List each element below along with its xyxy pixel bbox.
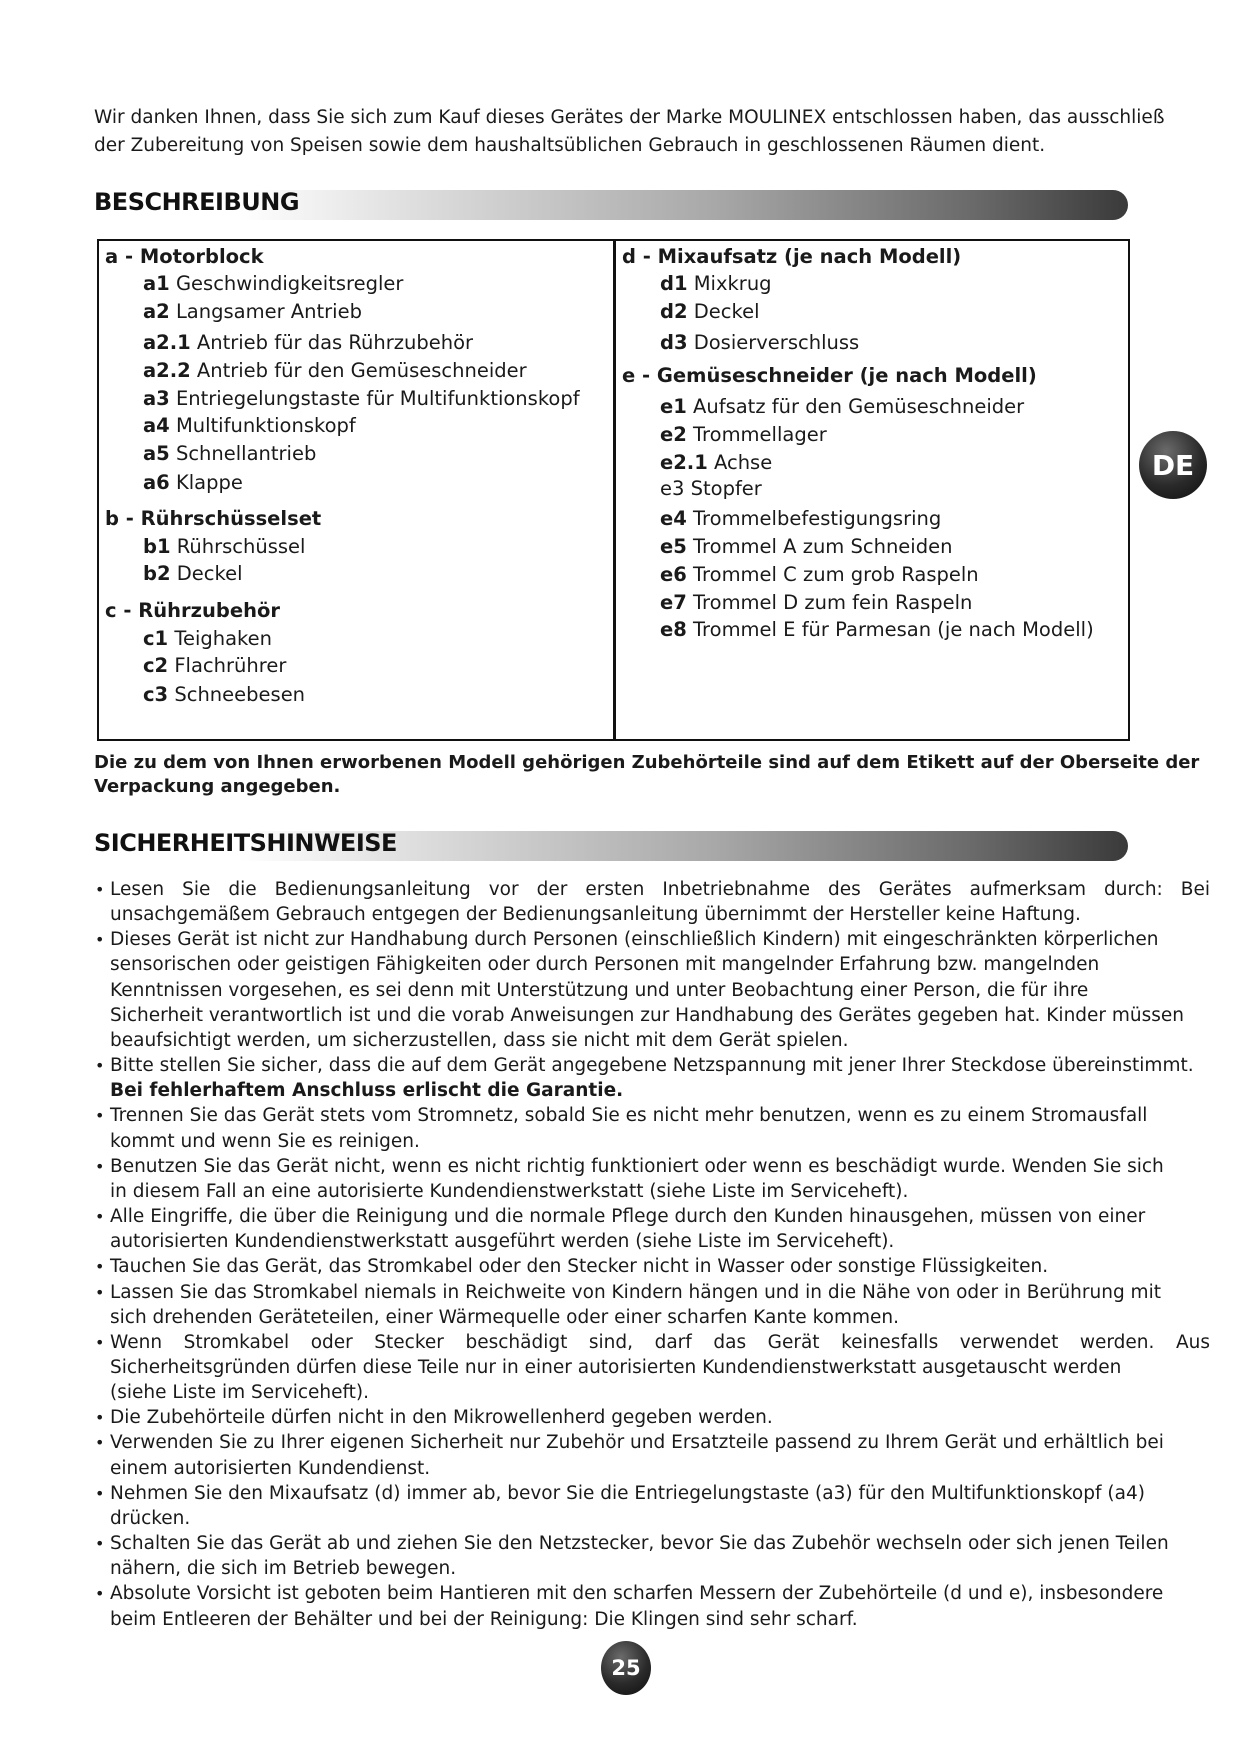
part-item [622,245,961,269]
part-item [660,507,941,531]
part-code: a5 [143,442,170,465]
safety-item [94,927,1213,1053]
part-code: a3 [143,387,170,410]
safety-line: sensorischen oder geistigen Fähigkeiten oder durch Personen mit mangelnder Erfahrung bzw. mangelnden [110,954,1100,976]
safety-line: kommt und wenn Sie es reinigen. [110,1130,420,1152]
bullet-icon: • [95,1483,105,1503]
part-item [660,451,772,475]
part-item [143,627,272,651]
bullet-icon: • [95,1408,105,1428]
part-code: d1 [660,272,688,295]
part-code: c3 [143,683,169,706]
safety-line: Nehmen Sie den Mixaufsatz (d) immer ab, bevor Sie die Entriegelungstaste (a3) für den Multifunktionskopf (a4) [110,1482,1145,1504]
bullet-icon: • [95,880,105,899]
part-label: Deckel [693,300,760,323]
note-line: Die zu dem von Ihnen erworbenen Modell gehörigen Zubehörteile sind auf dem Etikett auf der Oberseite der [94,752,1200,773]
part-item [143,535,305,559]
safety-line: Schalten Sie das Gerät ab und ziehen Sie den Netzstecker, bevor Sie das Zubehör wechseln oder sich jenen Teilen [110,1533,1169,1555]
part-code: d - [622,245,651,268]
safety-line: in diesem Fall an eine autorisierte Kundendienstwerkstatt (siehe Liste im Serviceheft). [110,1180,909,1202]
part-code: a2.2 [143,359,191,382]
part-label: Deckel [176,562,243,585]
part-label: Trommel D zum fein Raspeln [693,591,973,614]
part-code: c - [105,599,132,622]
safety-line: Bei fehlerhaftem Anschluss erlischt die Garantie. [110,1080,624,1102]
safety-line: Kenntnissen vorgesehen, es sei denn mit Unterstützung und unter Beobachtung einer Person, die für ihre [110,979,1089,1001]
table-divider [613,241,616,739]
part-label: Rührschüsselset [140,507,322,530]
part-item [105,507,321,531]
part-item [143,331,473,355]
safety-line: sich drehenden Geräteteilen, einer Wärmequelle oder einer scharfen Kante kommen. [110,1306,899,1328]
part-label: Schneebesen [174,683,306,706]
note-line: Verpackung angegeben. [94,776,341,797]
part-code: a1 [143,272,170,295]
part-code: e3 [660,477,685,500]
part-label: Rührschüssel [176,535,306,558]
part-item [660,563,979,587]
part-item [660,300,759,324]
bullet-icon: • [95,1584,105,1604]
safety-item [94,877,1213,927]
safety-item [94,1053,1213,1103]
part-code: e2 [660,423,687,446]
part-code: e4 [660,507,687,530]
part-item [143,442,316,466]
safety-line: autorisierten Kundendienstwerkstatt ausgeführt werden (siehe Liste im Serviceheft). [110,1231,895,1253]
safety-line: Sicherheit verantwortlich ist und die vorab Anweisungen zur Handhabung des Gerätes gegeben hat. Kinder müssen [110,1004,1185,1026]
part-code: c1 [143,627,169,650]
part-label: Motorblock [139,245,264,268]
safety-line: Wenn Stromkabel oder Stecker beschädigt sind, darf das Gerät keinesfalls verwendet werden. Aus [110,1331,1210,1353]
part-code: c2 [143,654,169,677]
part-label: Mixaufsatz (je nach Modell) [657,245,962,268]
safety-item [94,1405,1213,1430]
part-code: e2.1 [660,451,708,474]
part-code: a - [105,245,134,268]
part-item [143,387,580,411]
bullet-icon: • [95,1257,105,1277]
part-code: d2 [660,300,688,323]
part-code: e5 [660,535,687,558]
part-item [143,683,305,707]
bullet-icon: • [95,1207,105,1227]
part-label: Trommellager [693,423,827,446]
language-badge: DE [1139,431,1207,499]
part-label: Dosierverschluss [693,331,860,354]
part-item [660,331,859,355]
part-label: Entriegelungstaste für Multifunktionskopf [175,387,580,410]
safety-item [94,1254,1213,1279]
safety-line: Verwenden Sie zu Ihrer eigenen Sicherheit nur Zubehör und Ersatzteile passend zu Ihrem Gerät und erhältlich bei [110,1432,1164,1454]
safety-item [94,1481,1213,1531]
bullet-icon: • [95,1156,105,1176]
part-item [143,471,243,495]
part-code: e7 [660,591,687,614]
part-item [660,423,827,447]
part-item [143,654,286,678]
part-item [143,414,356,438]
intro-line: Wir danken Ihnen, dass Sie sich zum Kauf dieses Gerätes der Marke MOULINEX entschlossen haben, das ausschließ [94,107,1165,128]
page-number: 25 [601,1641,651,1695]
part-label: Klappe [175,471,243,494]
safety-line: (siehe Liste im Serviceheft). [110,1382,370,1404]
part-code: e8 [660,618,687,641]
part-code: e1 [660,395,687,418]
part-label: Stopfer [690,477,762,500]
safety-item [94,1531,1213,1581]
bullet-icon: • [95,1282,105,1302]
part-label: Trommelbefestigungsring [693,507,942,530]
safety-line: einem autorisierten Kundendienst. [110,1457,431,1479]
section-heading-beschreibung: BESCHREIBUNG [94,188,300,216]
part-code: a2 [143,300,170,323]
part-item [660,535,952,559]
part-label: Trommel E für Parmesan (je nach Modell) [693,618,1094,641]
part-label: Schnellantrieb [175,442,317,465]
safety-line: Alle Eingriffe, die über die Reinigung und die normale Pflege durch den Kunden hinausgehen, müssen von einer [110,1206,1146,1228]
section-heading-sicherheitshinweise: SICHERHEITSHINWEISE [94,829,397,857]
accessories-note [94,751,1213,799]
bullet-icon: • [95,1433,105,1453]
part-code: a4 [143,414,170,437]
part-item [660,272,772,296]
part-label: Gemüseschneider (je nach Modell) [656,364,1037,387]
part-code: b1 [143,535,171,558]
part-item [660,591,972,615]
safety-line: beim Entleeren der Behälter und bei der Reinigung: Die Klingen sind sehr scharf. [110,1608,858,1630]
part-label: Multifunktionskopf [175,414,356,437]
part-item [143,300,362,324]
bullet-icon: • [95,1332,105,1352]
safety-line: Bitte stellen Sie sicher, dass die auf dem Gerät angegebene Netzspannung mit jener Ihrer Steckdose übereinstimmt. [110,1055,1194,1077]
safety-item [94,1154,1213,1204]
safety-line: Sicherheitsgründen dürfen diese Teile nur in einer autorisierten Kundendienstwerkstatt ausgetauscht werden [110,1356,1122,1378]
intro-text [94,104,1213,160]
safety-item [94,1581,1213,1631]
part-code: a2.1 [143,331,191,354]
safety-item [94,1330,1213,1405]
bullet-icon: • [95,1106,105,1126]
safety-line: Die Zubehörteile dürfen nicht in den Mikrowellenherd gegeben werden. [110,1407,773,1429]
part-code: e6 [660,563,687,586]
part-code: a6 [143,471,170,494]
safety-line: Dieses Gerät ist nicht zur Handhabung durch Personen (einschließlich Kindern) mit eingeschränkten körperlichen [110,929,1159,951]
safety-line: Trennen Sie das Gerät stets vom Stromnetz, sobald Sie es nicht mehr benutzen, wenn es zu einem Stromausfall [110,1105,1148,1127]
part-item [105,245,264,269]
intro-line: der Zubereitung von Speisen sowie dem haushaltsüblichen Gebrauch in geschlossenen Räumen dient. [94,135,1046,156]
part-label: Langsamer Antrieb [175,300,362,323]
safety-line: nähern, die sich im Betrieb bewegen. [110,1558,457,1580]
part-label: Achse [713,451,773,474]
part-item [143,359,527,383]
part-item [660,618,1094,642]
part-code: e - [622,364,651,387]
part-item [143,562,242,586]
safety-item [94,1430,1213,1480]
bullet-icon: • [95,1056,105,1076]
part-label: Aufsatz für den Gemüseschneider [693,395,1025,418]
part-label: Trommel A zum Schneiden [693,535,953,558]
part-label: Trommel C zum grob Raspeln [693,563,979,586]
safety-item [94,1204,1213,1254]
part-item [660,477,762,501]
safety-item [94,1280,1213,1330]
safety-line: Benutzen Sie das Gerät nicht, wenn es nicht richtig funktioniert oder wenn es beschädigt wurde. Wenden Sie sich [110,1155,1164,1177]
part-label: Geschwindigkeitsregler [175,272,404,295]
part-item [660,395,1024,419]
safety-line: Tauchen Sie das Gerät, das Stromkabel oder den Stecker nicht in Wasser oder sonstige Flüssigkeiten. [110,1256,1049,1278]
safety-line: beaufsichtigt werden, um sicherzustellen, dass sie nicht mit dem Gerät spielen. [110,1029,849,1051]
part-label: Rührzubehör [138,599,280,622]
parts-table [97,239,1130,741]
part-label: Antrieb für das Rührzubehör [196,331,474,354]
part-item [622,364,1037,388]
part-code: b2 [143,562,171,585]
safety-list [94,877,1213,1632]
safety-line: Lassen Sie das Stromkabel niemals in Reichweite von Kindern hängen und in die Nähe von oder in Berührung mit [110,1281,1161,1303]
safety-line: Absolute Vorsicht ist geboten beim Hantieren mit den scharfen Messern der Zubehörteile (d und e), insbesondere [110,1583,1164,1605]
safety-line: unsachgemäßem Gebrauch entgegen der Bedienungsanleitung übernimmt der Hersteller keine Haftung. [110,904,1081,926]
part-label: Antrieb für den Gemüseschneider [196,359,527,382]
part-code: d3 [660,331,688,354]
part-item [105,599,280,623]
part-label: Teighaken [174,627,272,650]
safety-item [94,1103,1213,1153]
safety-line: Lesen Sie die Bedienungsanleitung vor der ersten Inbetriebnahme des Gerätes aufmerksam durch: Bei [110,879,1210,900]
part-code: b - [105,507,134,530]
bullet-icon: • [95,930,105,950]
bullet-icon: • [95,1534,105,1554]
part-label: Flachrührer [174,654,287,677]
part-label: Mixkrug [693,272,772,295]
part-item [143,272,403,296]
safety-line: drücken. [110,1507,191,1529]
